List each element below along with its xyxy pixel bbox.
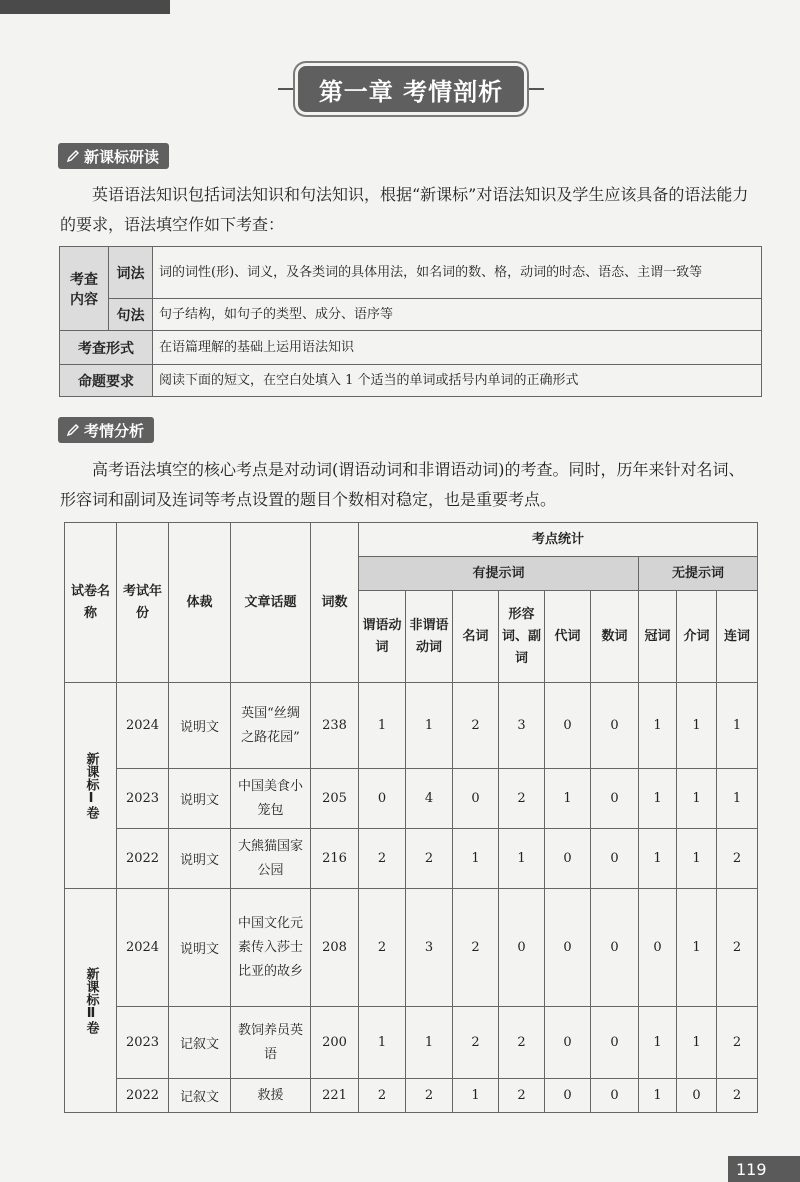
count-cell: 1 [406, 1007, 453, 1079]
curriculum-paragraph: 英语语法知识包括词法知识和句法知识，根据“新课标”对语法知识及学生应该具备的语法能力的要求，语法填空作如下考查： [60, 185, 749, 234]
word-count-cell: 221 [311, 1079, 359, 1113]
genre-cell: 说明文 [169, 829, 231, 889]
column-header: 非谓语动词 [406, 591, 453, 683]
header-topic: 文章话题 [231, 523, 311, 683]
chapter-banner [298, 66, 524, 112]
count-cell: 0 [545, 829, 591, 889]
table-row [65, 683, 758, 769]
count-cell: 0 [545, 683, 591, 769]
lexical-text: 词的词性(形)、词义，及各类词的具体用法，如名词的数、格，动词的时态、语态、主谓一致等 [153, 247, 762, 299]
column-header: 谓语动词 [359, 591, 406, 683]
count-cell: 0 [677, 1079, 717, 1113]
form-label: 考查形式 [60, 331, 153, 365]
count-cell: 2 [406, 829, 453, 889]
count-cell: 1 [677, 769, 717, 829]
count-cell: 1 [717, 769, 758, 829]
section-tag-label: 新课标研读 [84, 147, 160, 166]
top-header-band [0, 0, 170, 14]
pencil-icon [66, 423, 80, 437]
header-no-hint: 无提示词 [639, 557, 758, 591]
count-cell: 1 [677, 889, 717, 1007]
count-cell: 1 [639, 683, 677, 769]
count-cell: 0 [591, 829, 639, 889]
table-row [65, 889, 758, 1007]
count-cell: 0 [499, 889, 545, 1007]
column-header: 形容词、副词 [499, 591, 545, 683]
word-count-cell: 200 [311, 1007, 359, 1079]
genre-cell: 说明文 [169, 683, 231, 769]
count-cell: 1 [499, 829, 545, 889]
count-cell: 2 [717, 829, 758, 889]
header-stats: 考点统计 [359, 523, 758, 557]
exam-requirements-table [59, 246, 762, 397]
table-row [65, 1007, 758, 1079]
topic-cell: 中国美食小笼包 [231, 769, 311, 829]
count-cell: 0 [591, 889, 639, 1007]
paper-name: 新课标Ⅱ卷 [65, 889, 117, 1113]
count-cell: 0 [591, 1007, 639, 1079]
genre-cell: 记叙文 [169, 1079, 231, 1113]
count-cell: 1 [677, 683, 717, 769]
word-count-cell: 208 [311, 889, 359, 1007]
word-count-cell: 205 [311, 769, 359, 829]
count-cell: 2 [499, 1079, 545, 1113]
count-cell: 1 [406, 683, 453, 769]
topic-cell: 教饲养员英语 [231, 1007, 311, 1079]
count-cell: 2 [359, 829, 406, 889]
year-cell: 2024 [117, 683, 169, 769]
header-paper: 试卷名称 [65, 523, 117, 683]
count-cell: 2 [453, 1007, 499, 1079]
table-row [65, 769, 758, 829]
count-cell: 0 [591, 683, 639, 769]
year-cell: 2023 [117, 1007, 169, 1079]
count-cell: 2 [717, 1007, 758, 1079]
column-header: 数词 [591, 591, 639, 683]
header-words: 词数 [311, 523, 359, 683]
genre-cell: 说明文 [169, 769, 231, 829]
year-cell: 2023 [117, 769, 169, 829]
count-cell: 1 [717, 683, 758, 769]
section-tag-label: 考情分析 [84, 421, 145, 440]
genre-cell: 说明文 [169, 889, 231, 1007]
lexical-label: 词法 [109, 247, 153, 299]
count-cell: 2 [453, 683, 499, 769]
topic-cell: 英国“丝绸之路花园” [231, 683, 311, 769]
paper-name: 新课标Ⅰ卷 [65, 683, 117, 889]
count-cell: 2 [359, 1079, 406, 1113]
genre-cell: 记叙文 [169, 1007, 231, 1079]
count-cell: 1 [639, 1007, 677, 1079]
count-cell: 0 [453, 769, 499, 829]
header-genre: 体裁 [169, 523, 231, 683]
exam-statistics-table [64, 522, 758, 1113]
count-cell: 1 [545, 769, 591, 829]
topic-cell: 中国文化元素传入莎士比亚的故乡 [231, 889, 311, 1007]
section-tag-curriculum [58, 143, 169, 169]
count-cell: 1 [359, 683, 406, 769]
chapter-title: 第一章 考情剖析 [298, 66, 524, 112]
table-row [65, 1079, 758, 1113]
count-cell: 0 [639, 889, 677, 1007]
topic-cell: 大熊猫国家公园 [231, 829, 311, 889]
count-cell: 2 [499, 1007, 545, 1079]
count-cell: 1 [359, 1007, 406, 1079]
year-cell: 2022 [117, 829, 169, 889]
count-cell: 2 [406, 1079, 453, 1113]
page-number: 119 [728, 1156, 800, 1182]
word-count-cell: 238 [311, 683, 359, 769]
count-cell: 0 [591, 769, 639, 829]
count-cell: 1 [639, 1079, 677, 1113]
content-label: 考查内容 [60, 247, 109, 331]
column-header: 连词 [717, 591, 758, 683]
pencil-icon [66, 149, 80, 163]
count-cell: 2 [359, 889, 406, 1007]
requirement-text: 阅读下面的短文，在空白处填入 1 个适当的单词或括号内单词的正确形式 [153, 365, 762, 397]
count-cell: 2 [717, 1079, 758, 1113]
year-cell: 2024 [117, 889, 169, 1007]
section-tag-analysis [58, 417, 154, 443]
count-cell: 1 [677, 1007, 717, 1079]
count-cell: 0 [545, 889, 591, 1007]
count-cell: 0 [591, 1079, 639, 1113]
year-cell: 2022 [117, 1079, 169, 1113]
column-header: 介词 [677, 591, 717, 683]
count-cell: 2 [717, 889, 758, 1007]
word-count-cell: 216 [311, 829, 359, 889]
count-cell: 0 [359, 769, 406, 829]
count-cell: 1 [453, 1079, 499, 1113]
count-cell: 1 [677, 829, 717, 889]
count-cell: 2 [499, 769, 545, 829]
count-cell: 4 [406, 769, 453, 829]
count-cell: 2 [453, 889, 499, 1007]
column-header: 名词 [453, 591, 499, 683]
syntax-label: 句法 [109, 299, 153, 331]
count-cell: 1 [639, 829, 677, 889]
analysis-paragraph: 高考语法填空的核心考点是对动词(谓语动词和非谓语动词)的考查。同时，历年来针对名词、形容词和副词及连词等考点设置的题目个数相对稳定，也是重要考点。 [60, 460, 745, 509]
requirement-label: 命题要求 [60, 365, 153, 397]
column-header: 代词 [545, 591, 591, 683]
count-cell: 0 [545, 1007, 591, 1079]
table-row [65, 829, 758, 889]
count-cell: 3 [499, 683, 545, 769]
topic-cell: 救援 [231, 1079, 311, 1113]
syntax-text: 句子结构，如句子的类型、成分、语序等 [153, 299, 762, 331]
column-header: 冠词 [639, 591, 677, 683]
count-cell: 1 [639, 769, 677, 829]
header-with-hint: 有提示词 [359, 557, 639, 591]
form-text: 在语篇理解的基础上运用语法知识 [153, 331, 762, 365]
count-cell: 0 [545, 1079, 591, 1113]
header-year: 考试年份 [117, 523, 169, 683]
count-cell: 3 [406, 889, 453, 1007]
count-cell: 1 [453, 829, 499, 889]
